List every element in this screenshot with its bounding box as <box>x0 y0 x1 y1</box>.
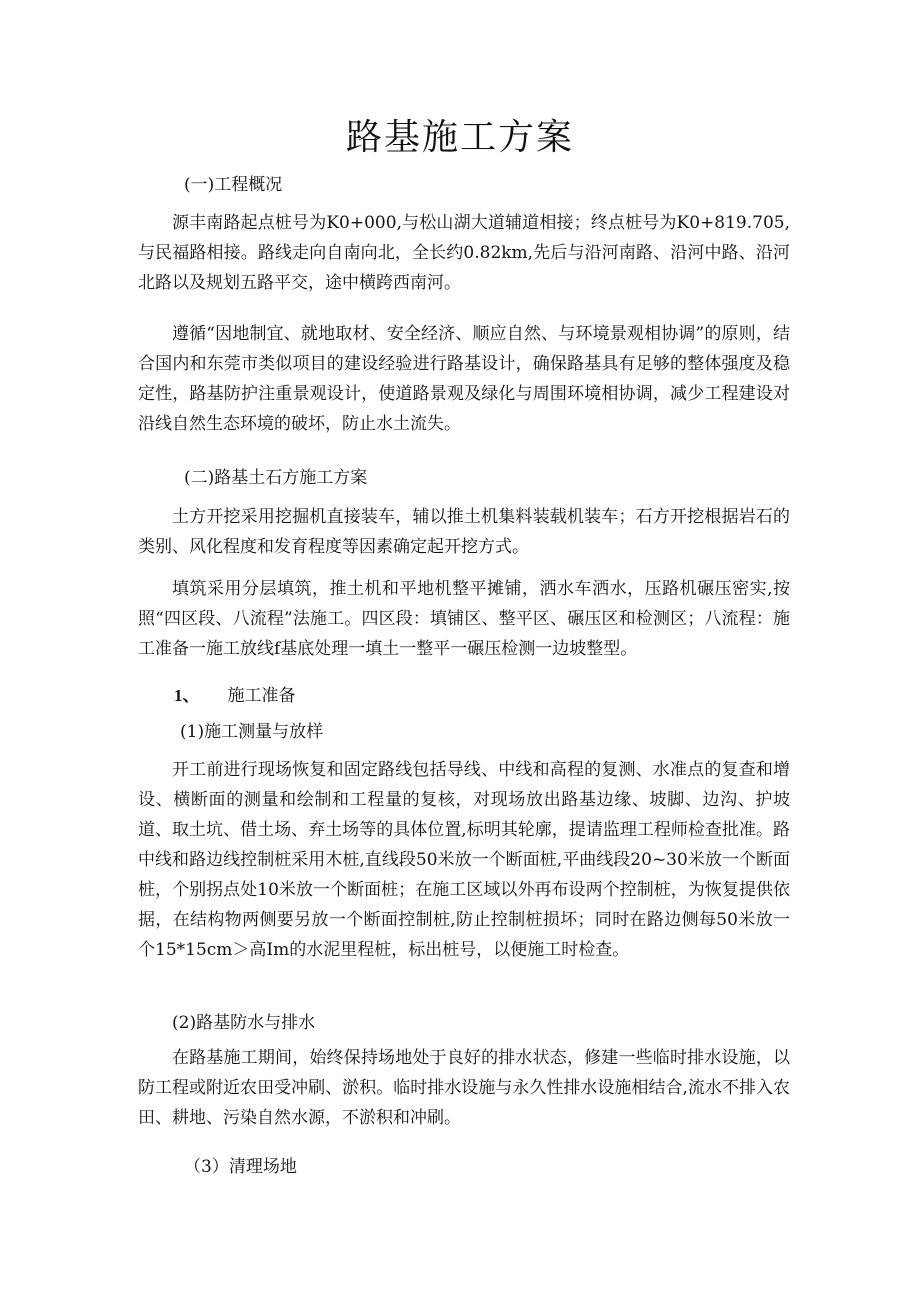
document-title: 路基施工方案 <box>345 117 574 158</box>
section-heading-overview: (一)工程概况 <box>184 175 283 195</box>
paragraph-excavation-method: 土方开挖采用挖掘机直接装车，辅以推土机集料装载机装车；石方开挖根据岩石的类别、风化程度和发育程度等因素确定起开挖方式。 <box>138 507 790 557</box>
part-heading-construction-preparation <box>174 683 296 709</box>
paragraph-survey-staking: 开工前进行现场恢复和固定路线包括导线、中线和高程的复测、水准点的复查和增设、横断面的测量和绘制和工程量的复核，对现场放出路基边缘、坡脚、边沟、护坡道、取土坑、借土场、弃土场等的具体位置,标明其轮廓，提请监理工程师检查批准。路中线和路边线控制桩采用木桩,直线段50米放一个断面桩,平曲线段20~30米放一个断面桩，个别拐点处10米放一个断面桩；在施工区域以外再布设两个控制桩，为恢复提供依据，在结构物两侧要另放一个断面控制桩,防止控制桩损坏；同时在路边侧每50米放一个15*15cm＞高Im的水泥里程桩，标出桩号，以便施工时检查。 <box>138 760 790 960</box>
part-number: 1、 <box>174 686 200 705</box>
paragraph-waterproof-drainage: 在路基施工期间，始终保持场地处于良好的排水状态，修建一些临时排水设施，以防工程或附近农田受冲刷、淤积。临时排水设施与永久性排水设施相结合,流水不排入农田、耕地、污染自然水源，不淤积和冲刷。 <box>138 1048 790 1128</box>
paragraph-design-principles: 遵循“因地制宜、就地取材、安全经济、顺应自然、与环境景观相协调”的原则，结合国内和东莞市类似项目的建设经验进行路基设计，确保路基具有足够的整体强度及稳定性，路基防护注重景观设计，使道路景观及绿化与周围环境相协调，减少工程建设对沿线自然生态环境的破坏，防止水土流失。 <box>138 324 790 434</box>
section-heading-earthwork-plan: (二)路基土石方施工方案 <box>184 468 368 488</box>
paragraph-route-description: 源丰南路起点桩号为K0+000,与松山湖大道辅道相接；终点桩号为K0+819.705,与民福路相接。路线走向自南向北，全长约0.82km,先后与沿河南路、沿河中路、沿河北路以及规划五路平交，途中横跨西南河。 <box>138 213 790 293</box>
subheading-waterproof-drainage: (2)路基防水与排水 <box>172 1013 316 1033</box>
paragraph-filling-method: 填筑采用分层填筑，推土机和平地机整平摊铺，洒水车洒水，压路机碾压密实,按照“四区段、八流程”法施工。四区段：填铺区、整平区、碾压区和检测区；八流程：施工准备一施工放线f基底处理一填土一整平一碾压检测一边坡整型。 <box>138 579 790 659</box>
part-title: 施工准备 <box>227 686 296 706</box>
subheading-survey-staking: (1)施工测量与放样 <box>180 722 324 742</box>
subheading-site-clearing: （3）清理场地 <box>184 1157 297 1177</box>
